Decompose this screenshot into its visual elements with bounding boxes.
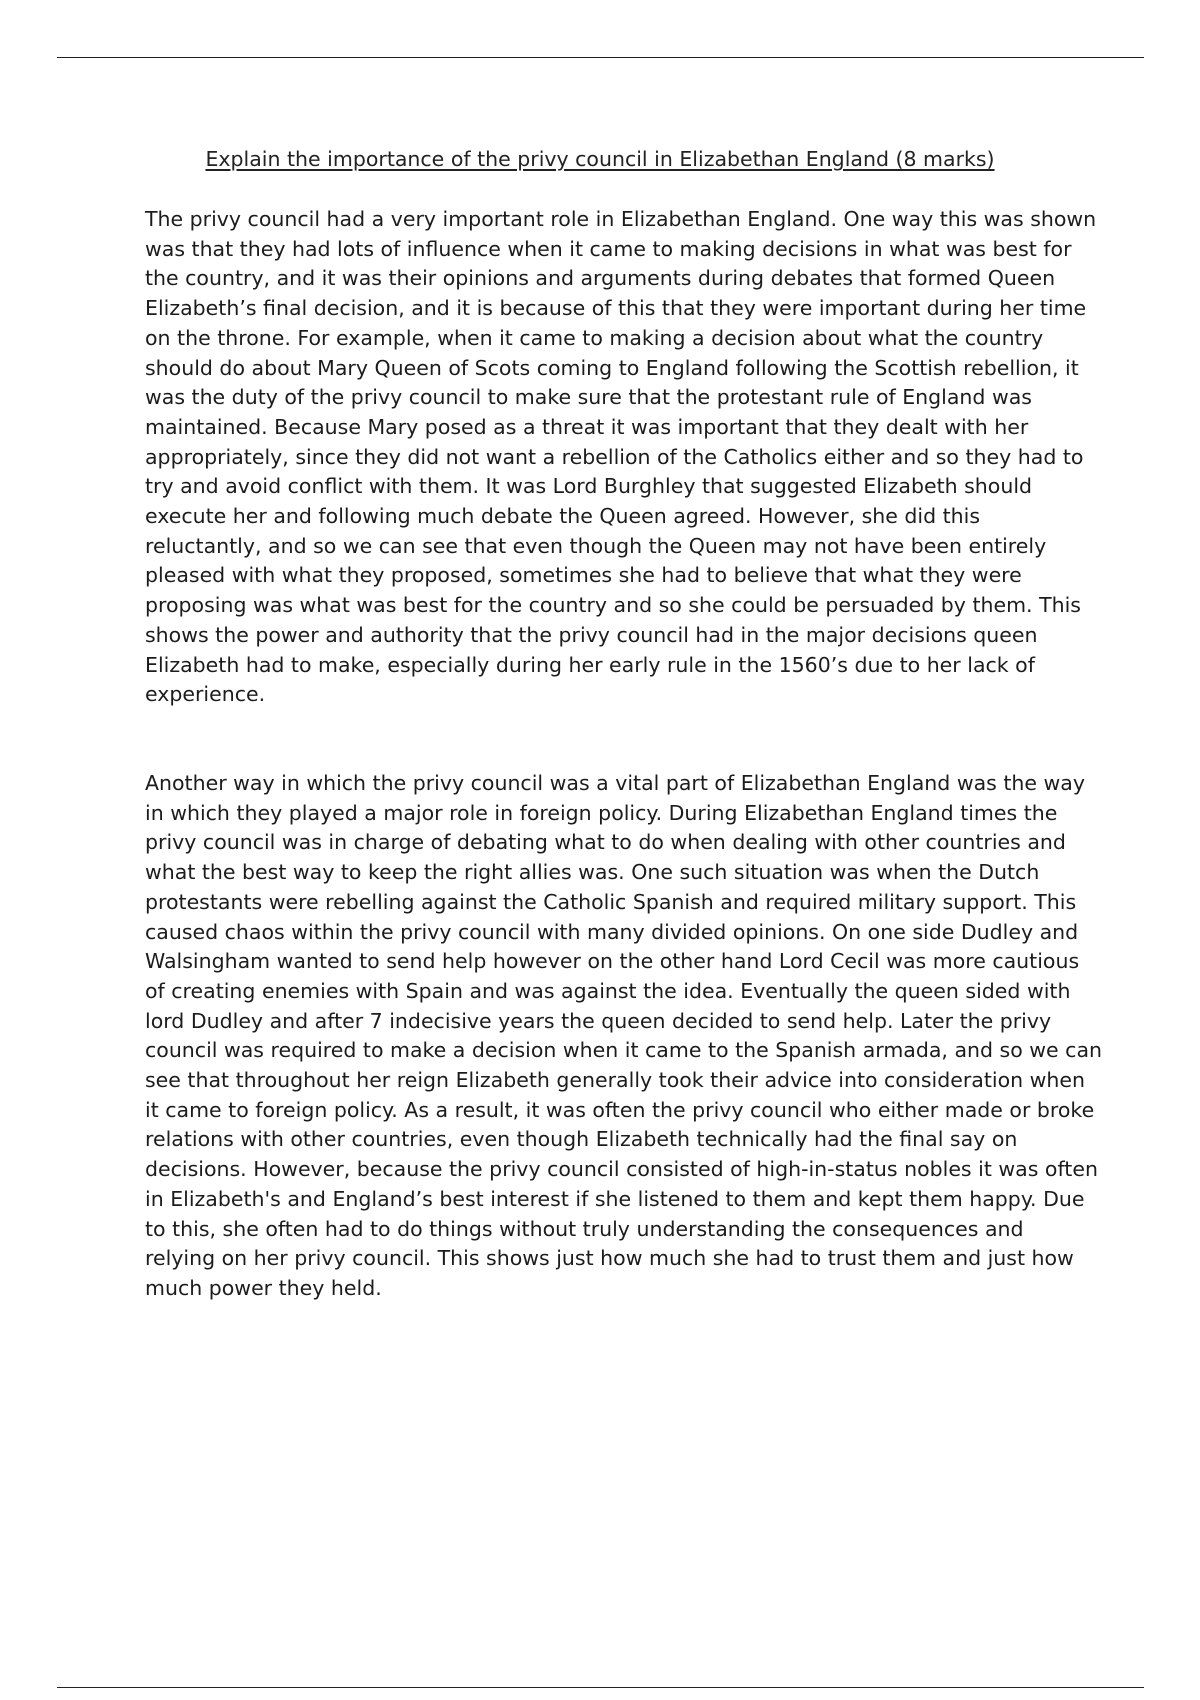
paragraph-2-line: much power they held. xyxy=(145,1275,382,1300)
paragraph-1-line: was that they had lots of influence when it came to making decisions in what was best for xyxy=(145,236,1072,261)
paragraph-2-line: privy council was in charge of debating what to do when dealing with other countries and xyxy=(145,830,1066,855)
bottom-rule xyxy=(57,1687,1144,1688)
paragraph-2 xyxy=(145,769,1103,1304)
paragraph-1-line: reluctantly, and so we can see that even though the Queen may not have been entirely xyxy=(145,533,1047,558)
paragraph-1-line: was the duty of the privy council to make sure that the protestant rule of England was xyxy=(145,385,1032,410)
paragraph-1-line: proposing was what was best for the country and so she could be persuaded by them. This xyxy=(145,593,1081,618)
paragraph-2-line: Walsingham wanted to send help however on the other hand Lord Cecil was more cautious xyxy=(145,949,1080,974)
paragraph-2-line: to this, she often had to do things without truly understanding the consequences and xyxy=(145,1216,1024,1241)
paragraph-1-line: Elizabeth had to make, especially during her early rule in the 1560’s due to her lack of xyxy=(145,652,1035,677)
paragraph-1 xyxy=(145,205,1097,710)
paragraph-2-line: caused chaos within the privy council with many divided opinions. On one side Dudley and xyxy=(145,919,1079,944)
paragraph-2-line: council was required to make a decision when it came to the Spanish armada, and so we can xyxy=(145,1038,1103,1063)
paragraph-2-line: what the best way to keep the right allies was. One such situation was when the Dutch xyxy=(145,860,1040,885)
paragraph-2-line: of creating enemies with Spain and was against the idea. Eventually the queen sided with xyxy=(145,978,1071,1003)
paragraph-2-line: relations with other countries, even though Elizabeth technically had the final say on xyxy=(145,1127,1018,1152)
paragraph-1-line: The privy council had a very important role in Elizabethan England. One way this was shown xyxy=(145,207,1097,231)
paragraph-1-line: should do about Mary Queen of Scots coming to England following the Scottish rebellion, it xyxy=(145,355,1079,380)
paragraph-1-line: try and avoid conflict with them. It was Lord Burghley that suggested Elizabeth should xyxy=(145,474,1033,499)
paragraph-2-line: Another way in which the privy council was a vital part of Elizabethan England was the way xyxy=(145,771,1085,795)
paragraph-2-line: in Elizabeth's and England’s best interest if she listened to them and kept them happy. Due xyxy=(145,1186,1085,1211)
paragraph-2-line: lord Dudley and after 7 indecisive years the queen decided to send help. Later the privy xyxy=(145,1008,1052,1033)
paragraph-2-line: see that throughout her reign Elizabeth generally took their advice into consideration when xyxy=(145,1068,1085,1093)
paragraph-2-line: it came to foreign policy. As a result, it was often the privy council who either made or broke xyxy=(145,1097,1095,1122)
paragraph-1-line: on the throne. For example, when it came to making a decision about what the country xyxy=(145,325,1044,350)
paragraph-2-line: decisions. However, because the privy council consisted of high-in-status nobles it was often xyxy=(145,1157,1098,1182)
paragraph-1-line: execute her and following much debate the Queen agreed. However, she did this xyxy=(145,504,981,529)
paragraph-1-line: the country, and it was their opinions and arguments during debates that formed Queen xyxy=(145,266,1056,291)
paragraph-2-line: relying on her privy council. This shows just how much she had to trust them and just how xyxy=(145,1246,1074,1271)
paragraph-1-line: Elizabeth’s final decision, and it is because of this that they were important during her time xyxy=(145,296,1087,321)
paragraph-1-line: appropriately, since they did not want a rebellion of the Catholics either and so they had to xyxy=(145,444,1084,469)
paragraph-2-line: in which they played a major role in foreign policy. During Elizabethan England times the xyxy=(145,800,1058,825)
essay-title: Explain the importance of the privy council in Elizabethan England (8 marks) xyxy=(205,147,995,171)
paragraph-1-line: pleased with what they proposed, sometimes she had to believe that what they were xyxy=(145,563,1022,588)
paragraph-1-line: experience. xyxy=(145,682,266,707)
paragraph-2-line: protestants were rebelling against the Catholic Spanish and required military support. This xyxy=(145,889,1077,914)
paragraph-1-line: shows the power and authority that the privy council had in the major decisions queen xyxy=(145,622,1038,647)
top-rule xyxy=(57,57,1144,58)
paragraph-1-line: maintained. Because Mary posed as a threat it was important that they dealt with her xyxy=(145,414,1029,439)
